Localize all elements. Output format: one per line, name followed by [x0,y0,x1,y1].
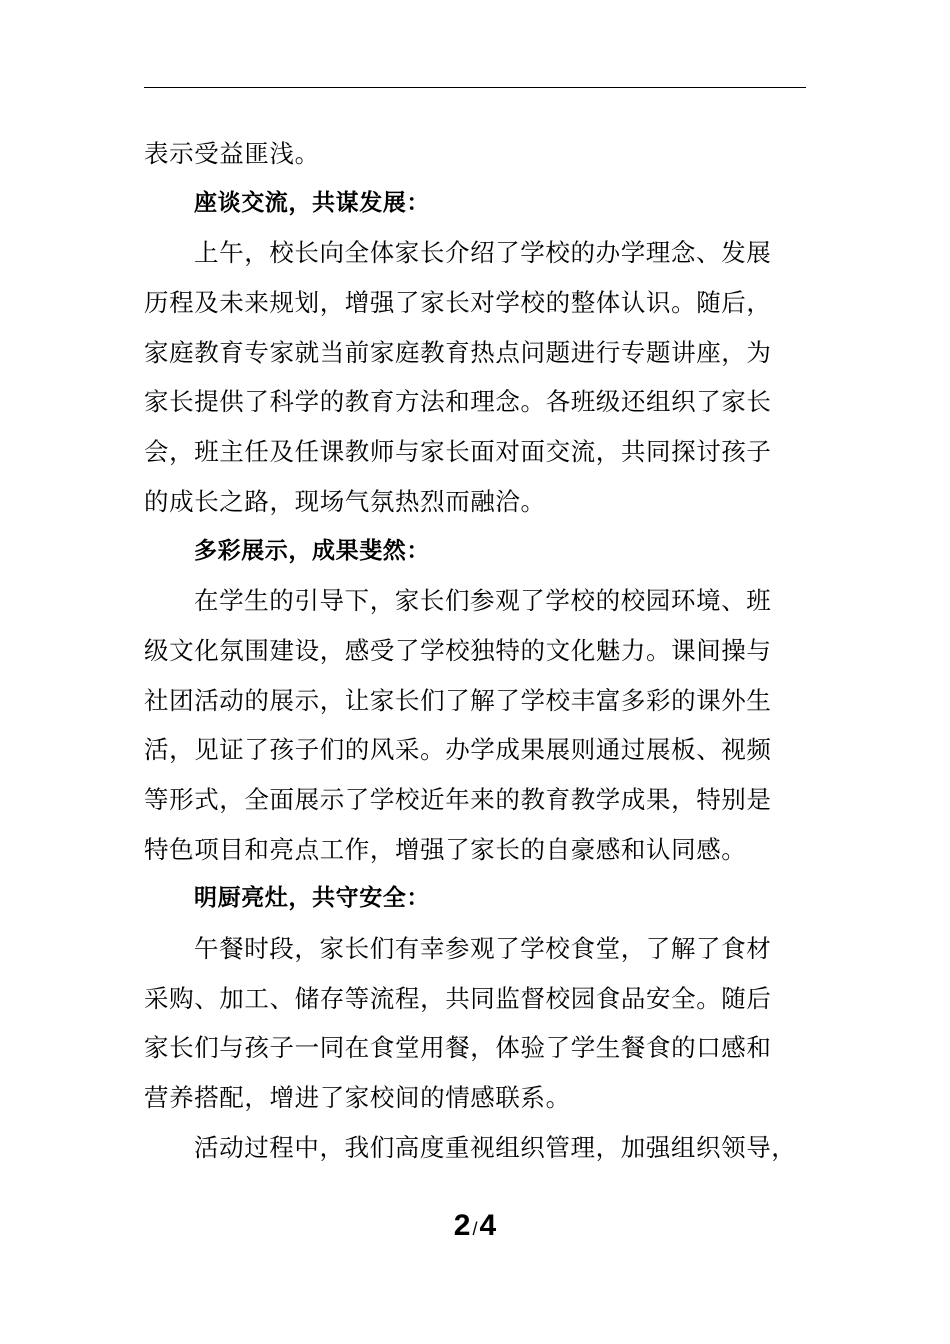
section-heading: 座谈交流，共谋发展： [194,189,430,216]
paragraph-line: 营养搭配，增进了家校间的情感联系。 [144,1083,571,1113]
paragraph-line: 在学生的引导下，家长们参观了学校的校园环境、班 [194,586,772,616]
page-total: 4 [479,1209,497,1242]
section-heading: 多彩展示，成果斐然： [194,537,430,564]
paragraph-line: 活，见证了孩子们的风采。办学成果展则通过展板、视频 [144,735,772,765]
paragraph-line: 家庭教育专家就当前家庭教育热点问题进行专题讲座，为 [144,337,772,367]
paragraph-line: 活动过程中，我们高度重视组织管理，加强组织领导， [194,1132,797,1162]
paragraph-line: 的成长之路，现场气氛热烈而融洽。 [144,486,546,516]
paragraph-line: 表示受益匪浅。 [144,139,320,168]
paragraph-line: 历程及未来规划，增强了家长对学校的整体认识。随后， [144,288,772,318]
paragraph-line: 家长们与孩子一同在食堂用餐，体验了学生餐食的口感和 [144,1033,772,1063]
page-number [0,1206,950,1249]
paragraph-line: 上午，校长向全体家长介绍了学校的办学理念、发展 [194,238,772,268]
paragraph-line: 家长提供了科学的教育方法和理念。各班级还组织了家长 [144,387,772,417]
document-body [144,129,806,1172]
paragraph-line: 等形式，全面展示了学校近年来的教育教学成果，特别是 [144,784,772,814]
paragraph-line: 采购、加工、储存等流程，共同监督校园食品安全。随后 [144,983,772,1013]
paragraph-line: 特色项目和亮点工作，增强了家长的自豪感和认同感。 [144,834,747,864]
page-separator: / [472,1219,478,1239]
paragraph-line: 社团活动的展示，让家长们了解了学校丰富多彩的课外生 [144,685,772,715]
section-heading: 明厨亮灶，共守安全： [194,885,430,912]
paragraph-line: 级文化氛围建设，感受了学校独特的文化魅力。课间操与 [144,635,772,665]
paragraph-line: 会，班主任及任课教师与家长面对面交流，共同探讨孩子 [144,437,772,467]
paragraph-line: 午餐时段，家长们有幸参观了学校食堂，了解了食材 [194,934,772,963]
header-rule [144,87,806,88]
page-current: 2 [453,1209,471,1242]
